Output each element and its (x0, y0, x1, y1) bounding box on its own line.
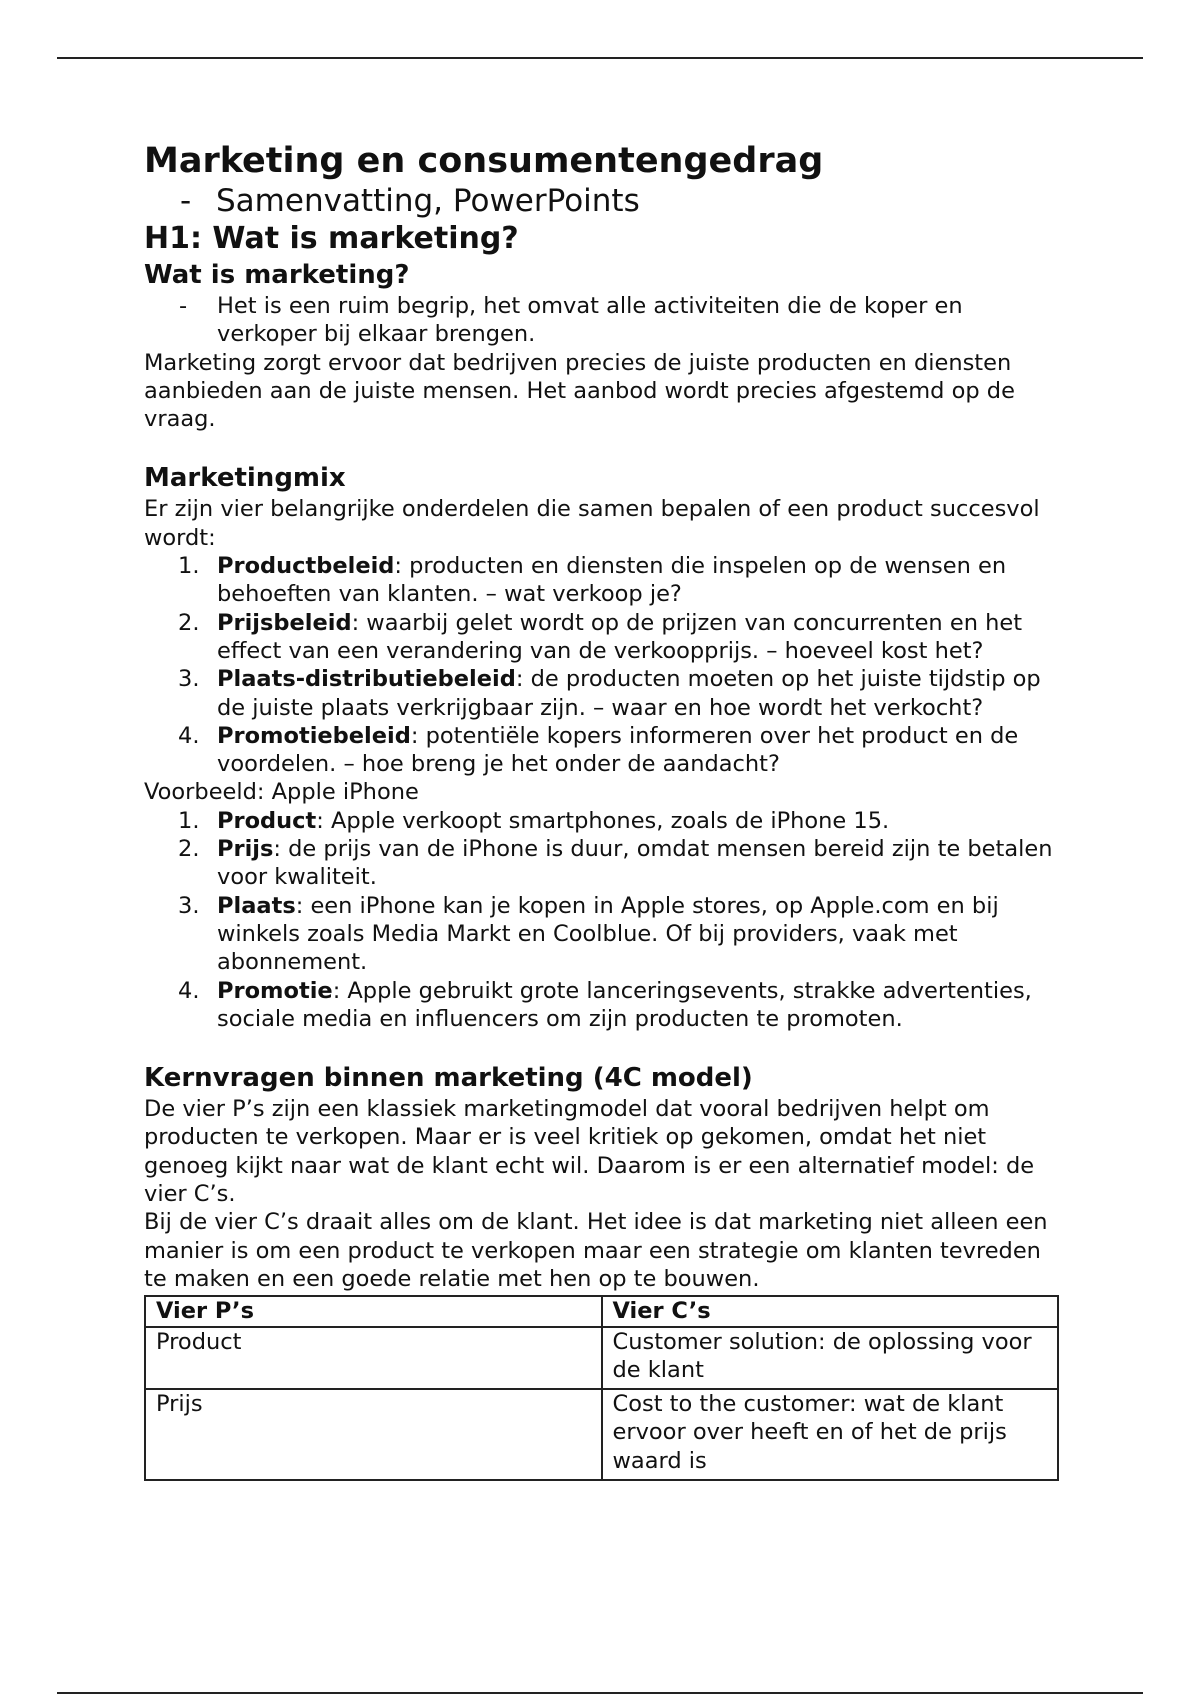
table-cell: Customer solution: de oplossing voor de klant (602, 1327, 1059, 1390)
section-heading-marketingmix: Marketingmix (144, 463, 346, 494)
document-title: Marketing en consumentengedrag (144, 141, 824, 181)
top-rule (57, 57, 1143, 59)
list-item: 3. Plaats: een iPhone kan je kopen in Apple stores, op Apple.com en bij winkels zoals Media Markt en Coolblue. Of bij providers, vaak met abonnement. (178, 892, 999, 976)
section-heading-what-is-marketing: Wat is marketing? (144, 260, 410, 290)
table-cell: Cost to the customer: wat de klant ervoor over heeft en of het de prijs waard is (602, 1389, 1059, 1480)
list-item: 1. Productbeleid: producten en diensten die inspelen op de wensen en behoeften van klanten. – wat verkoop je? (178, 553, 1007, 608)
definition-list (144, 292, 1064, 349)
table-cell: Prijs (145, 1389, 602, 1480)
section-heading-4c-model: Kernvragen binnen marketing (4C model) (144, 1063, 753, 1094)
table-header-cell: Vier P’s (145, 1296, 602, 1326)
table-row (145, 1389, 1058, 1480)
example-list (144, 807, 1064, 1033)
list-item: 1. Product: Apple verkoopt smartphones, zoals de iPhone 15. (178, 807, 890, 834)
chapter-heading: H1: Wat is marketing? (144, 221, 519, 256)
list-item: 2. Prijsbeleid: waarbij gelet wordt op de prijzen van concurrenten en het effect van een verandering van de verkoopprijs. – hoeveel kost het? (178, 609, 1023, 664)
table-header-row (145, 1296, 1058, 1326)
paragraph: Marketing zorgt ervoor dat bedrijven precies de juiste producten en diensten aanbieden aan de juiste mensen. Het aanbod wordt precies afgestemd op de vraag. (144, 349, 1015, 433)
marketingmix-list (144, 552, 1064, 778)
document-subtitle: - Samenvatting, PowerPoints (180, 183, 640, 219)
list-item: 2. Prijs: de prijs van de iPhone is duur, omdat mensen bereid zijn te betalen voor kwaliteit. (178, 836, 1053, 891)
paragraph: De vier P’s zijn een klassiek marketingmodel dat vooral bedrijven helpt om producten te verkopen. Maar er is veel kritiek op gekomen, omdat het niet genoeg kijkt naar wat de klant echt wil. Daarom is er een alternatief model: de vier C’s. (144, 1096, 1035, 1208)
paragraph: Bij de vier C’s draait alles om de klant. Het idee is dat marketing niet alleen een manier is om een product te verkopen maar een strategie om klanten tevreden te maken en een goede relatie met hen op te bouwen. (144, 1209, 1048, 1292)
list-item: 4. Promotie: Apple gebruikt grote lanceringsevents, strakke advertenties, sociale media en influencers om zijn producten te promoten. (178, 977, 1032, 1032)
bottom-rule (57, 1692, 1143, 1694)
list-item: 3. Plaats-distributiebeleid: de producten moeten op het juiste tijdstip op de juiste plaats verkrijgbaar zijn. – waar en hoe wordt het verkocht? (178, 666, 1041, 721)
table-header-cell: Vier C’s (602, 1296, 1059, 1326)
document-page (144, 140, 1064, 1481)
paragraph: Er zijn vier belangrijke onderdelen die samen bepalen of een product succesvol wordt: (144, 496, 1040, 551)
table-cell: Product (145, 1327, 602, 1390)
example-label: Voorbeeld: Apple iPhone (144, 779, 419, 806)
comparison-table (144, 1295, 1059, 1481)
table-row (145, 1327, 1058, 1390)
list-item: 4. Promotiebeleid: potentiële kopers informeren over het product en de voordelen. – hoe breng je het onder de aandacht? (178, 722, 1019, 778)
list-item: - Het is een ruim begrip, het omvat alle activiteiten die de koper en verkoper bij elkaar brengen. (179, 293, 963, 348)
